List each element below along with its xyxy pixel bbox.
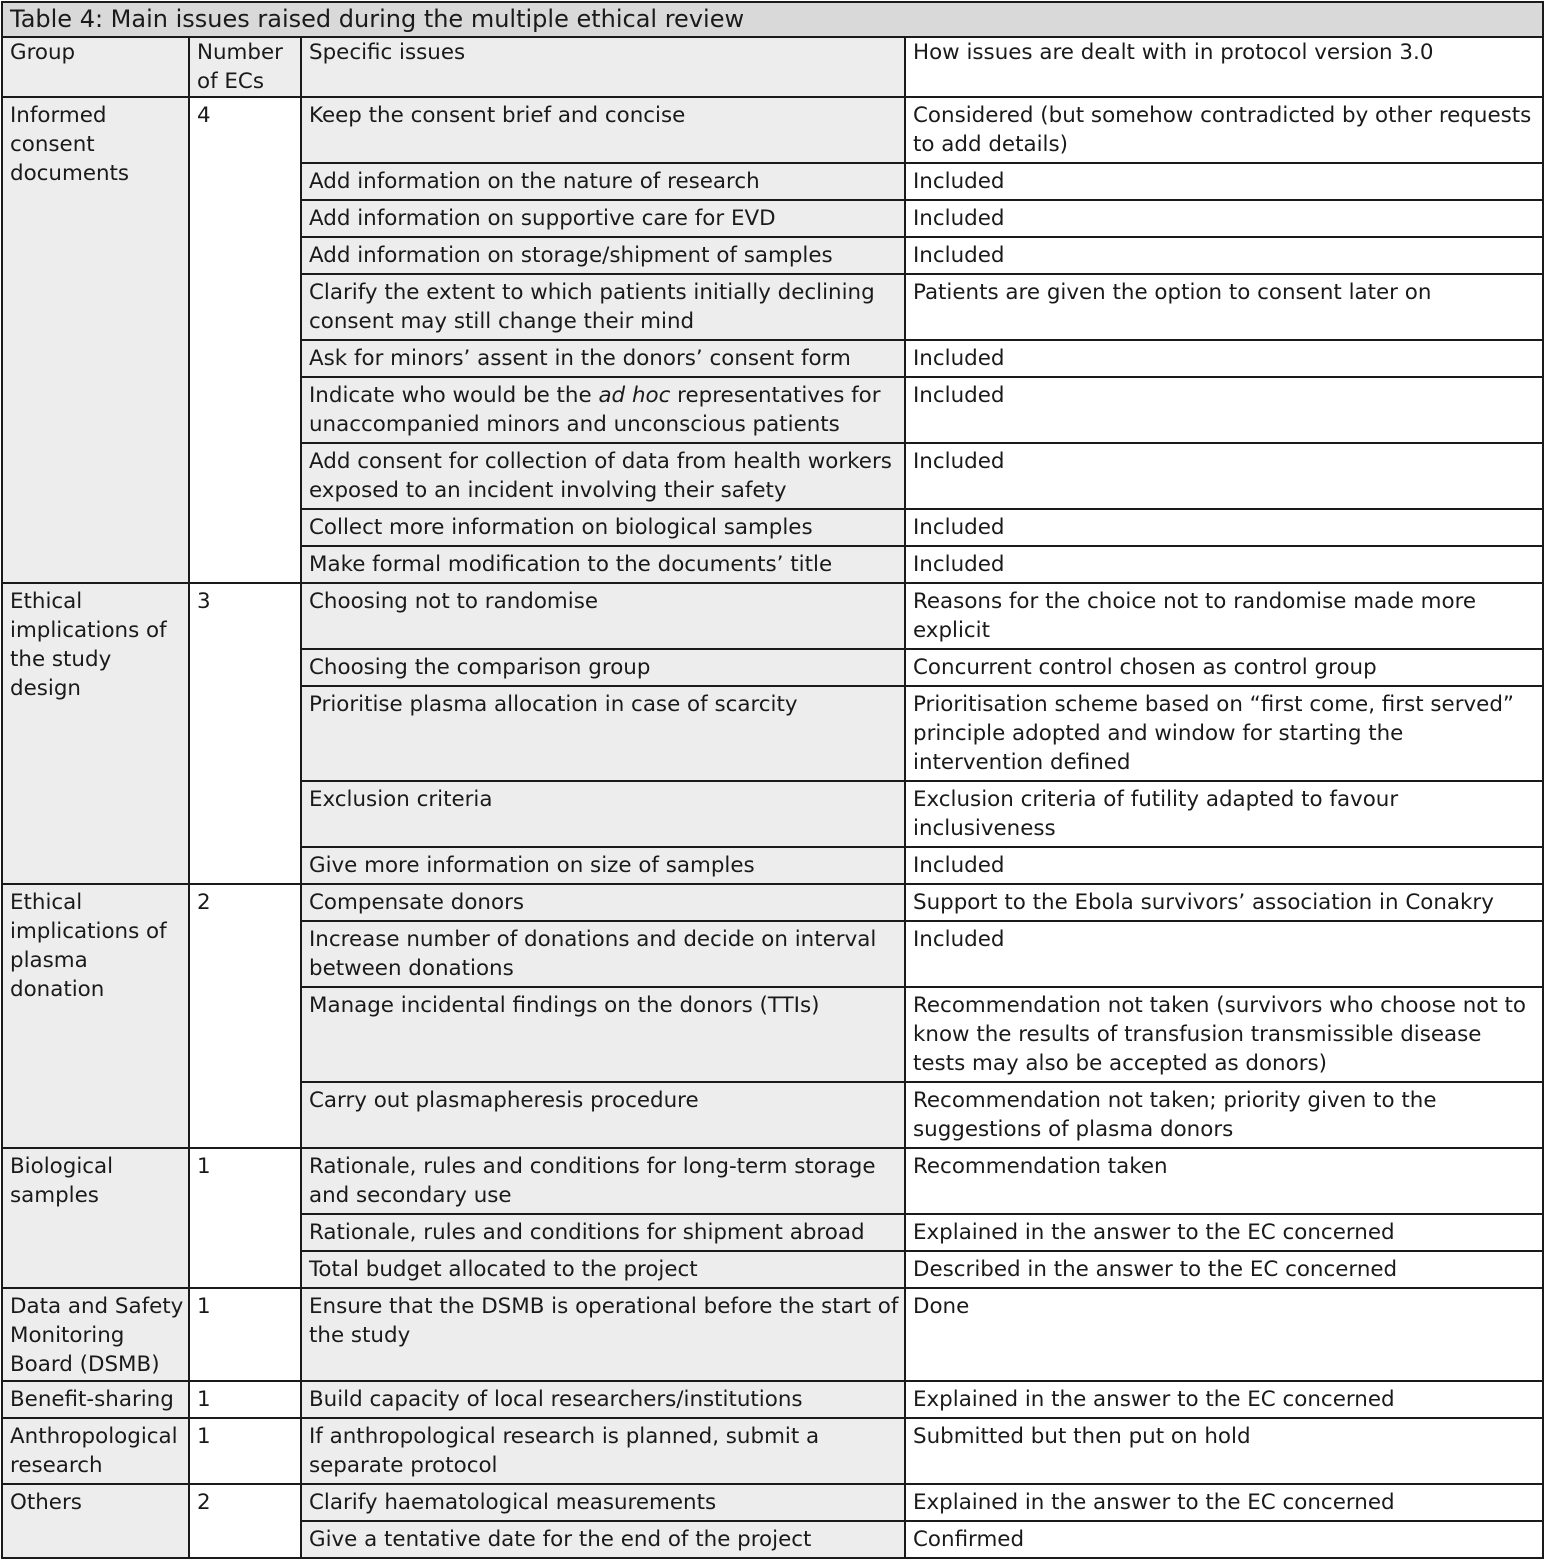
specific-issue-cell: Give a tentative date for the end of the project xyxy=(301,1521,905,1558)
ec-count-cell: 1 xyxy=(189,1288,301,1381)
specific-issue-cell: Exclusion criteria xyxy=(301,781,905,847)
resolution-cell: Included xyxy=(905,163,1543,200)
ec-count-cell: 3 xyxy=(189,583,301,884)
specific-issue-cell: Add information on supportive care for EVD xyxy=(301,200,905,237)
table-row xyxy=(2,1381,1543,1418)
resolution-cell: Recommendation not taken (survivors who choose not to know the results of transfusion transmissible disease tests may also be accepted as donors) xyxy=(905,987,1543,1082)
specific-issue-cell: Keep the consent brief and concise xyxy=(301,97,905,163)
specific-issue-cell: Clarify the extent to which patients initially declining consent may still change their mind xyxy=(301,274,905,340)
ec-count-cell: 1 xyxy=(189,1418,301,1484)
specific-issue-cell: Prioritise plasma allocation in case of scarcity xyxy=(301,686,905,781)
specific-issue-cell: Compensate donors xyxy=(301,884,905,921)
specific-issue-cell: Give more information on size of samples xyxy=(301,847,905,884)
resolution-cell: Included xyxy=(905,237,1543,274)
group-name-cell: Benefit-sharing xyxy=(2,1381,189,1418)
resolution-cell: Included xyxy=(905,921,1543,987)
group-name-cell: Data and Safety Monitoring Board (DSMB) xyxy=(2,1288,189,1381)
group-name-cell: Informed consent documents xyxy=(2,97,189,583)
table-row xyxy=(2,1148,1543,1214)
resolution-cell: Confirmed xyxy=(905,1521,1543,1558)
group-name-cell: Others xyxy=(2,1484,189,1558)
column-header-row xyxy=(2,37,1543,97)
resolution-cell: Included xyxy=(905,340,1543,377)
resolution-cell: Included xyxy=(905,200,1543,237)
specific-issue-cell: If anthropological research is planned, submit a separate protocol xyxy=(301,1418,905,1484)
specific-issue-cell: Rationale, rules and conditions for shipment abroad xyxy=(301,1214,905,1251)
table-row xyxy=(2,884,1543,921)
resolution-cell: Included xyxy=(905,377,1543,443)
specific-issue-cell: Indicate who would be the ad hoc representatives for unaccompanied minors and unconscious patients xyxy=(301,377,905,443)
specific-issue-cell: Increase number of donations and decide on interval between donations xyxy=(301,921,905,987)
specific-issue-cell: Ask for minors’ assent in the donors’ consent form xyxy=(301,340,905,377)
resolution-cell: Patients are given the option to consent later on xyxy=(905,274,1543,340)
resolution-cell: Exclusion criteria of futility adapted to favour inclusiveness xyxy=(905,781,1543,847)
resolution-cell: Recommendation taken xyxy=(905,1148,1543,1214)
resolution-cell: Explained in the answer to the EC concerned xyxy=(905,1484,1543,1521)
column-header-ecs: Number of ECs xyxy=(189,37,301,97)
table-title-row xyxy=(2,2,1543,37)
resolution-cell: Recommendation not taken; priority given to the suggestions of plasma donors xyxy=(905,1082,1543,1148)
specific-issue-cell: Make formal modification to the documents’ title xyxy=(301,546,905,583)
table-row xyxy=(2,97,1543,163)
specific-issue-cell: Rationale, rules and conditions for long-term storage and secondary use xyxy=(301,1148,905,1214)
specific-issue-cell: Build capacity of local researchers/institutions xyxy=(301,1381,905,1418)
table-title: Table 4: Main issues raised during the multiple ethical review xyxy=(2,2,1543,37)
group-name-cell: Biological samples xyxy=(2,1148,189,1288)
resolution-cell: Included xyxy=(905,847,1543,884)
ec-count-cell: 1 xyxy=(189,1148,301,1288)
resolution-cell: Considered (but somehow contradicted by other requests to add details) xyxy=(905,97,1543,163)
table-row xyxy=(2,1288,1543,1381)
group-name-cell: Ethical implications of plasma donation xyxy=(2,884,189,1148)
specific-issue-cell: Carry out plasmapheresis procedure xyxy=(301,1082,905,1148)
specific-issue-cell: Total budget allocated to the project xyxy=(301,1251,905,1288)
specific-issue-cell: Add consent for collection of data from health workers exposed to an incident involving their safety xyxy=(301,443,905,509)
specific-issue-cell: Ensure that the DSMB is operational before the start of the study xyxy=(301,1288,905,1381)
resolution-cell: Included xyxy=(905,546,1543,583)
specific-issue-cell: Choosing not to randomise xyxy=(301,583,905,649)
issues-table xyxy=(1,1,1544,1559)
resolution-cell: Support to the Ebola survivors’ association in Conakry xyxy=(905,884,1543,921)
resolution-cell: Included xyxy=(905,509,1543,546)
table-row xyxy=(2,1418,1543,1484)
resolution-cell: Explained in the answer to the EC concerned xyxy=(905,1381,1543,1418)
resolution-cell: Included xyxy=(905,443,1543,509)
column-header-group: Group xyxy=(2,37,189,97)
ec-count-cell: 1 xyxy=(189,1381,301,1418)
resolution-cell: Concurrent control chosen as control group xyxy=(905,649,1543,686)
column-header-specific-issues: Specific issues xyxy=(301,37,905,97)
resolution-cell: Submitted but then put on hold xyxy=(905,1418,1543,1484)
group-name-cell: Anthropological research xyxy=(2,1418,189,1484)
specific-issue-cell: Add information on storage/shipment of samples xyxy=(301,237,905,274)
ec-count-cell: 4 xyxy=(189,97,301,583)
resolution-cell: Prioritisation scheme based on “first come, first served” principle adopted and window for starting the intervention defined xyxy=(905,686,1543,781)
group-name-cell: Ethical implications of the study design xyxy=(2,583,189,884)
ec-count-cell: 2 xyxy=(189,1484,301,1558)
specific-issue-cell: Clarify haematological measurements xyxy=(301,1484,905,1521)
resolution-cell: Reasons for the choice not to randomise made more explicit xyxy=(905,583,1543,649)
specific-issue-cell: Manage incidental findings on the donors (TTIs) xyxy=(301,987,905,1082)
specific-issue-cell: Collect more information on biological samples xyxy=(301,509,905,546)
specific-issue-cell: Add information on the nature of research xyxy=(301,163,905,200)
column-header-how-dealt: How issues are dealt with in protocol version 3.0 xyxy=(905,37,1543,97)
resolution-cell: Described in the answer to the EC concerned xyxy=(905,1251,1543,1288)
table-row xyxy=(2,1484,1543,1521)
resolution-cell: Done xyxy=(905,1288,1543,1381)
ec-count-cell: 2 xyxy=(189,884,301,1148)
specific-issue-cell: Choosing the comparison group xyxy=(301,649,905,686)
table-row xyxy=(2,583,1543,649)
table-body xyxy=(2,97,1543,1558)
resolution-cell: Explained in the answer to the EC concerned xyxy=(905,1214,1543,1251)
